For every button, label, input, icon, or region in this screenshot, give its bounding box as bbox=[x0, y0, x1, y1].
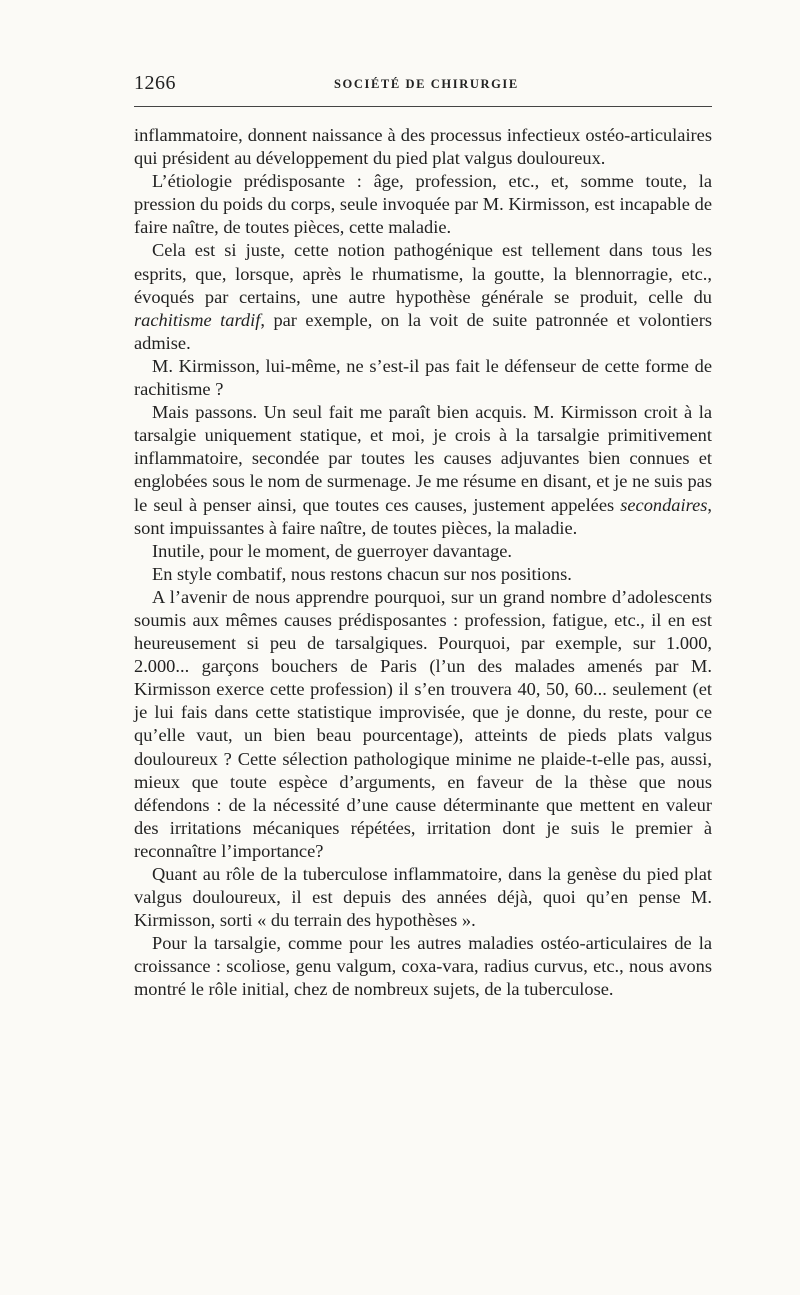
paragraph-5: Mais passons. Un seul fait me paraît bien acquis. M. Kirmisson croit à la tarsalgie uniquement statique, et moi, je crois à la tarsalgie primitivement inflammatoire, secondée par toutes les causes adjuvantes bien connues et englobées sous le nom de surmenage. Je me résume en disant, et je ne suis pas le seul à penser ainsi, que toutes ces causes, justement appelées secondaires, sont impuissantes à faire naître, de toutes pièces, la maladie. bbox=[134, 402, 712, 538]
paragraph-1: inflammatoire, donnent naissance à des processus infectieux ostéo-articulaires qui président au développement du pied plat valgus douloureux. bbox=[134, 125, 712, 169]
page-header bbox=[134, 72, 712, 98]
header-rule bbox=[134, 106, 712, 107]
page-number: 1266 bbox=[134, 72, 176, 94]
running-head: SOCIÉTÉ DE CHIRURGIE bbox=[334, 77, 519, 91]
paragraph-9: Quant au rôle de la tuberculose inflammatoire, dans la genèse du pied plat valgus douloureux, il est depuis des années déjà, quoi qu’en pense M. Kirmisson, sorti « du terrain des hypothèses ». bbox=[134, 864, 712, 931]
paragraph-8: A l’avenir de nous apprendre pourquoi, sur un grand nombre d’adolescents soumis aux mêmes causes prédisposantes : profession, fatigue, etc., il en est heureusement si peu de tarsalgiques. Pourquoi, par exemple, sur 1.000, 2.000... garçons bouchers de Paris (l’un des malades amenés par M. Kirmisson exerce cette profession) il s’en trouvera 40, 50, 60... seulement (et je lui fais dans cette statistique improvisée, que je donne, du reste, pour ce qu’elle vaut, un bien beau pourcentage), atteints de pieds plats valgus douloureux ? Cette sélection pathologique minime ne plaide-t-elle pas, aussi, mieux que toute espèce d’arguments, en faveur de la thèse que nous défendons : de la nécessité d’une cause déterminante que mettent en valeur des irritations mécaniques répétées, irritation dont je suis le premier à reconnaître l’importance? bbox=[134, 586, 712, 861]
paragraph-3: Cela est si juste, cette notion pathogénique est tellement dans tous les esprits, que, lorsque, après le rhumatisme, la goutte, la blennorragie, etc., évoqués par certains, une autre hypothèse générale se produit, celle du rachitisme tardif, par exemple, on la voit de suite patronnée et volontiers admise. bbox=[134, 240, 713, 353]
italic-phrase: rachitisme tardif bbox=[134, 309, 261, 330]
paragraph-10: Pour la tarsalgie, comme pour les autres maladies ostéo-articulaires de la croissance : scoliose, genu valgum, coxa-vara, radius curvus, etc., nous avons montré le rôle initial, chez de nombreux sujets, de la tuberculose. bbox=[134, 933, 712, 1000]
paragraph-4: M. Kirmisson, lui-même, ne s’est-il pas fait le défenseur de cette forme de rachitisme ? bbox=[134, 355, 712, 400]
italic-phrase: secondaires bbox=[620, 494, 708, 515]
paragraph-6: Inutile, pour le moment, de guerroyer davantage. bbox=[152, 540, 513, 561]
paragraph-2: L’étiologie prédisposante : âge, profession, etc., et, somme toute, la pression du poids du corps, seule invoquée par M. Kirmisson, est incapable de faire naître, de toutes pièces, cette maladie. bbox=[134, 171, 712, 238]
paragraph-7: En style combatif, nous restons chacun sur nos positions. bbox=[152, 563, 572, 584]
body-text bbox=[134, 124, 712, 1002]
